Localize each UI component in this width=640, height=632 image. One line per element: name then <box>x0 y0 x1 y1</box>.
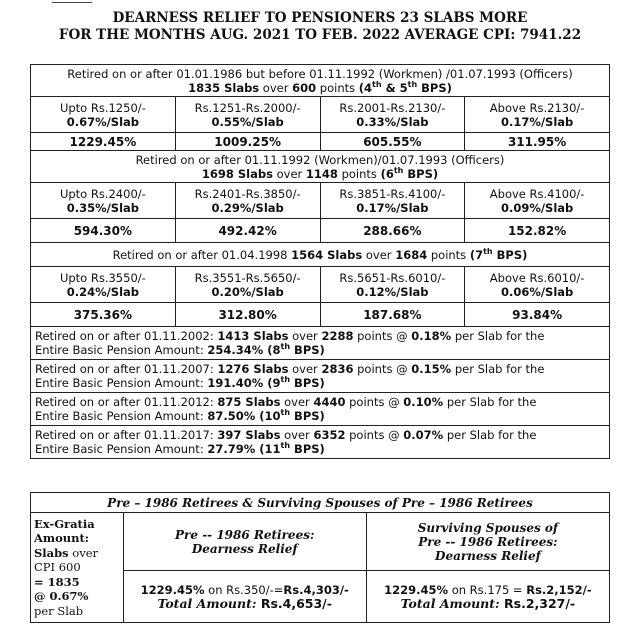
dr-value-cell: 1229.45% <box>31 133 176 151</box>
section-2-header-row <box>31 151 610 183</box>
category-cell: Rs.2401-Rs.3850/- 0.29%/Slab <box>175 183 320 219</box>
section-3-eligibility: Retired on or after 01.04.1998 <box>112 247 292 262</box>
category-cell: Rs.3851-Rs.4100/- 0.17%/Slab <box>320 183 465 219</box>
later-retirees-2007: Retired on or after 01.11.2007: 1276 Slabs over 2836 points @ 0.15% per Slab for the Entire Basic Pension Amount: 191.40% (9th BPS) <box>31 360 610 393</box>
section-1-category-row <box>31 97 610 133</box>
section-3-category-row <box>31 267 610 303</box>
pre-1986-retirees-amount: 1229.45% on Rs.350/-=Rs.4,303/- Total Amount: Rs.4,653/- <box>123 571 366 623</box>
pre-1986-table <box>30 492 610 623</box>
section-2-value-row <box>31 219 610 243</box>
ex-gratia-cell: Ex-Gratia Amount: Slabs over CPI 600 = 1835 @ 0.67% per Slab <box>31 513 124 623</box>
dearness-relief-table <box>30 64 610 459</box>
title-line-1: DEARNESS RELIEF TO PENSIONERS 23 SLABS MORE <box>112 10 528 26</box>
section-1-header <box>31 65 610 97</box>
category-cell: Above Rs.6010/- 0.06%/Slab <box>465 267 610 303</box>
section-3-header-row <box>31 243 610 267</box>
section-2-eligibility: Retired on or after 01.11.1992 (Workmen)/01.07.1993 (Officers) <box>135 152 505 167</box>
dr-value-cell: 605.55% <box>320 133 465 151</box>
page-title <box>0 10 640 44</box>
category-cell: Rs.5651-Rs.6010/- 0.12%/Slab <box>320 267 465 303</box>
category-cell: Upto Rs.2400/- 0.35%/Slab <box>31 183 176 219</box>
pre-1986-header: Pre – 1986 Retirees & Surviving Spouses of Pre – 1986 Retirees <box>31 493 610 513</box>
pre-1986-header-row <box>31 493 610 513</box>
dr-value-cell: 492.42% <box>175 219 320 243</box>
section-1-value-row <box>31 133 610 151</box>
section-2-header <box>31 151 610 183</box>
dr-value-cell: 1009.25% <box>175 133 320 151</box>
section-1-header-row <box>31 65 610 97</box>
later-retirees-row <box>31 360 610 393</box>
section-2-category-row <box>31 183 610 219</box>
dr-value-cell: 93.84% <box>465 303 610 327</box>
later-retirees-2012: Retired on or after 01.11.2012: 875 Slabs over 4440 points @ 0.10% per Slab for the Entire Basic Pension Amount: 87.50% (10th BPS) <box>31 393 610 426</box>
category-cell: Above Rs.4100/- 0.09%/Slab <box>465 183 610 219</box>
dr-value-cell: 288.66% <box>320 219 465 243</box>
later-retirees-row <box>31 327 610 360</box>
category-cell: Upto Rs.3550/- 0.24%/Slab <box>31 267 176 303</box>
category-cell: Above Rs.2130/- 0.17%/Slab <box>465 97 610 133</box>
pre-1986-body-row <box>31 513 610 571</box>
title-line-2: FOR THE MONTHS AUG. 2021 TO FEB. 2022 AVERAGE CPI: 7941.22 <box>58 27 582 43</box>
section-1-summary: 1835 Slabs over 600 points (4th & 5th BPS) <box>188 79 452 95</box>
pre-1986-retirees-heading: Pre -- 1986 Retirees: Dearness Relief <box>123 513 366 571</box>
later-retirees-row <box>31 393 610 426</box>
category-cell: Rs.2001-Rs.2130/- 0.33%/Slab <box>320 97 465 133</box>
cropped-header-fragment <box>52 0 92 3</box>
surviving-spouses-amount: 1229.45% on Rs.175 = Rs.2,152/- Total Amount: Rs.2,327/- <box>366 571 609 623</box>
dr-value-cell: 594.30% <box>31 219 176 243</box>
dr-value-cell: 152.82% <box>465 219 610 243</box>
later-retirees-2002: Retired on or after 01.11.2002: 1413 Slabs over 2288 points @ 0.18% per Slab for the Entire Basic Pension Amount: 254.34% (8th BPS) <box>31 327 610 360</box>
section-3-header: Retired on or after 01.04.1998 1564 Slabs over 1684 points (7th BPS) <box>31 243 610 267</box>
section-3-value-row <box>31 303 610 327</box>
dr-value-cell: 311.95% <box>465 133 610 151</box>
section-2-summary: 1698 Slabs over 1148 points (6th BPS) <box>201 165 439 181</box>
section-1-eligibility: Retired on or after 01.01.1986 but before 01.11.1992 (Workmen) /01.07.1993 (Officers) <box>67 66 573 81</box>
category-cell: Upto Rs.1250/- 0.67%/Slab <box>31 97 176 133</box>
dr-value-cell: 312.80% <box>175 303 320 327</box>
surviving-spouses-heading: Surviving Spouses of Pre -- 1986 Retirees: Dearness Relief <box>366 513 609 571</box>
later-retirees-row <box>31 426 610 459</box>
dr-value-cell: 375.36% <box>31 303 176 327</box>
category-cell: Rs.3551-Rs.5650/- 0.20%/Slab <box>175 267 320 303</box>
later-retirees-2017: Retired on or after 01.11.2017: 397 Slabs over 6352 points @ 0.07% per Slab for the Entire Basic Pension Amount: 27.79% (11th BPS) <box>31 426 610 459</box>
category-cell: Rs.1251-Rs.2000/- 0.55%/Slab <box>175 97 320 133</box>
dr-value-cell: 187.68% <box>320 303 465 327</box>
